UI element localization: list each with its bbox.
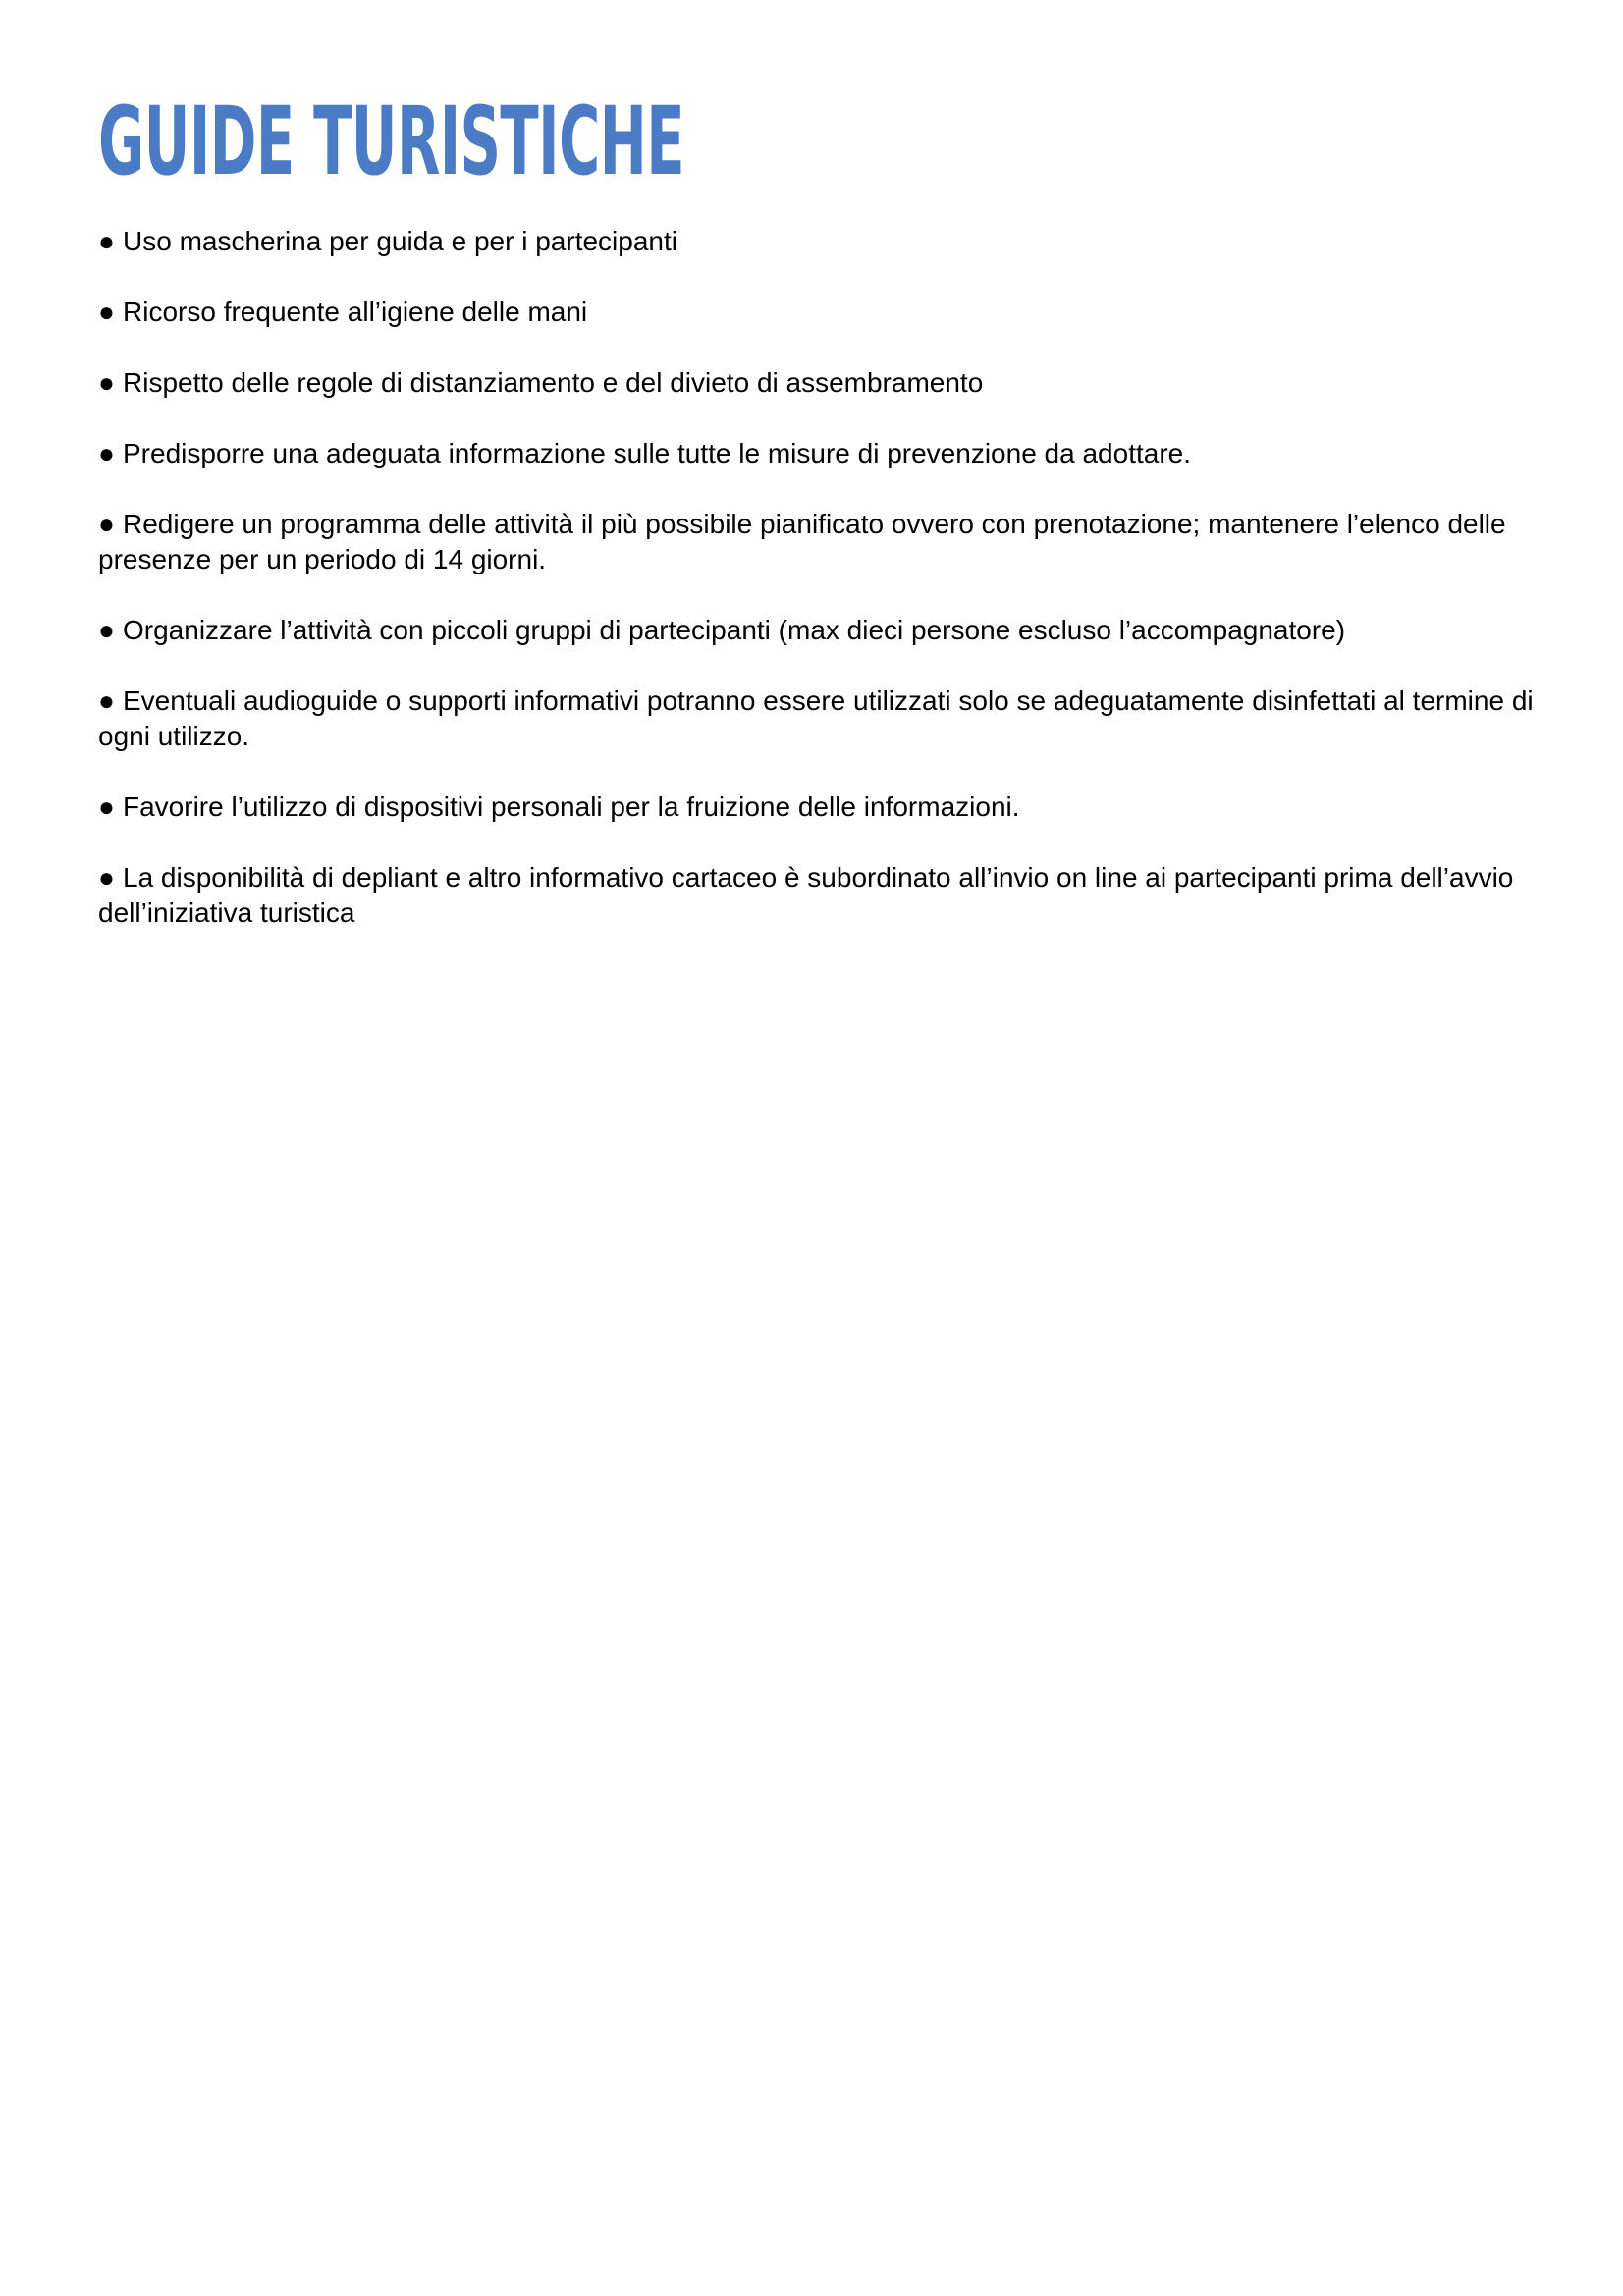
list-item — [98, 295, 1542, 330]
bullet-icon: ● — [98, 438, 115, 468]
guidelines-list — [98, 224, 1542, 966]
bullet-icon: ● — [98, 297, 115, 327]
list-item — [98, 790, 1542, 825]
list-item-text: La disponibilità di depliant e altro informativo cartaceo è subordinato all’invio on line ai partecipanti prima dell’avvio dell’iniziativa turistica — [98, 862, 1514, 928]
list-item-text: Eventuali audioguide o supporti informativi potranno essere utilizzati solo se adeguatamente disinfettati al termine di ogni utilizzo. — [98, 685, 1534, 751]
bullet-icon: ● — [98, 685, 115, 716]
bullet-icon: ● — [98, 367, 115, 398]
page-title: GUIDE TURISTICHE — [98, 86, 684, 196]
list-item-text: Organizzare l’attività con piccoli gruppi di partecipanti (max dieci persone escluso l’accompagnatore) — [123, 615, 1346, 645]
bullet-icon: ● — [98, 226, 115, 256]
bullet-icon: ● — [98, 509, 115, 539]
list-item — [98, 613, 1542, 648]
list-item — [98, 224, 1542, 259]
list-item-text: Uso mascherina per guida e per i partecipanti — [123, 226, 677, 256]
list-item — [98, 683, 1542, 754]
list-item — [98, 507, 1542, 577]
bullet-icon: ● — [98, 862, 115, 893]
list-item-text: Redigere un programma delle attività il più possibile pianificato ovvero con prenotazione; mantenere l’elenco delle presenze per un periodo di 14 giorni. — [98, 509, 1506, 574]
list-item — [98, 860, 1542, 931]
list-item-text: Predisporre una adeguata informazione sulle tutte le misure di prevenzione da adottare. — [123, 438, 1191, 468]
bullet-icon: ● — [98, 792, 115, 822]
list-item — [98, 436, 1542, 471]
list-item-text: Rispetto delle regole di distanziamento e del divieto di assembramento — [123, 367, 984, 398]
list-item-text: Favorire l’utilizzo di dispositivi personali per la fruizione delle informazioni. — [123, 792, 1020, 822]
bullet-icon: ● — [98, 615, 115, 645]
list-item-text: Ricorso frequente all’igiene delle mani — [123, 297, 588, 327]
list-item — [98, 365, 1542, 401]
